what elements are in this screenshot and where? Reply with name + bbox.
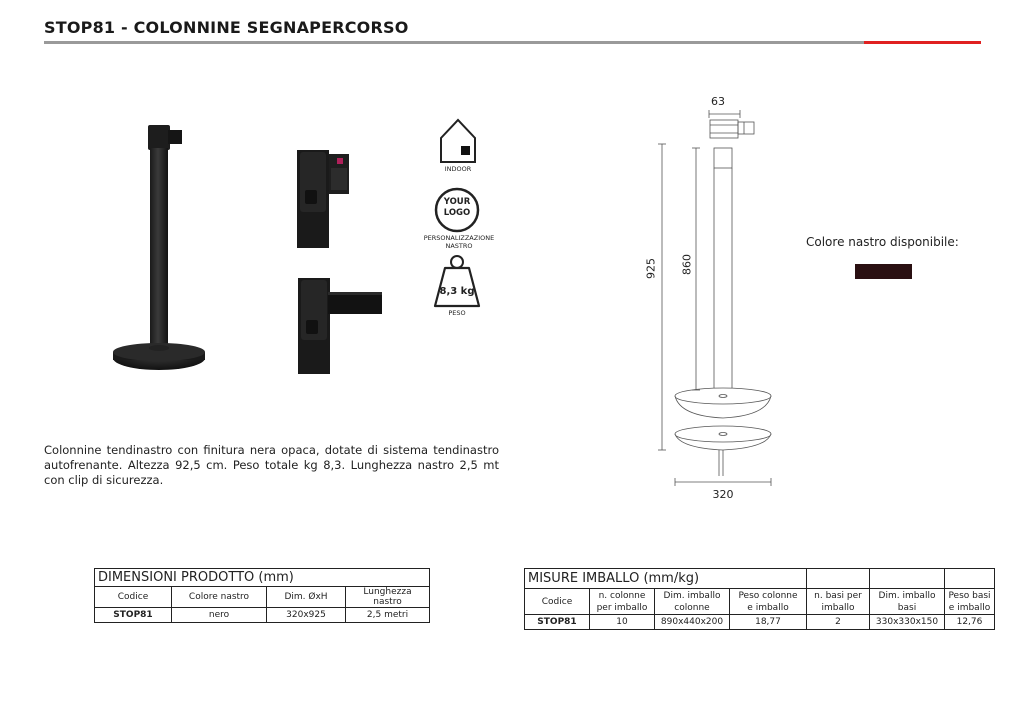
packaging-header-bases-weight-line2: e imballo (948, 602, 991, 613)
dim-total-height-label: 925 (644, 258, 658, 279)
logo-text (433, 197, 481, 219)
product-header-length: Lunghezza nastro (346, 587, 430, 608)
ribbon-color-label: Colore nastro disponibile: (806, 235, 959, 249)
packaging-header-bases-line1: n. basi per (814, 590, 862, 601)
product-cell-dim: 320x925 (267, 608, 346, 623)
packaging-cell-code: STOP81 (525, 615, 590, 630)
weight-icon (431, 252, 483, 310)
product-table-title: DIMENSIONI PRODOTTO (mm) (95, 569, 430, 587)
packaging-title-spacer-1 (807, 569, 870, 589)
packaging-header-bases-dim-line1: Dim. imballo (878, 590, 936, 601)
product-cell-color: nero (172, 608, 267, 623)
packaging-header-code-line1: Codice (541, 596, 573, 607)
packaging-header-columns (590, 589, 655, 615)
logo-caption-line2: NASTRO (445, 242, 473, 250)
product-description: Colonnine tendinastro con finitura nera opaca, dotate di sistema tendinastro autofrenante. Altezza 92,5 cm. Peso totale kg 8,3. Lunghezza nastro 2,5 mt con clip di sicurezza. (44, 443, 499, 487)
ribbon-color-swatch (855, 264, 912, 279)
indoor-caption: INDOOR (444, 165, 472, 173)
dim-base-label: 320 (712, 488, 734, 501)
packaging-cell-columns-dim: 890x440x200 (655, 615, 730, 630)
packaging-header-bases-weight (945, 589, 995, 615)
title-rule (44, 41, 864, 44)
logo-caption-line1: PERSONALIZZAZIONE (423, 234, 495, 242)
packaging-header-bases (807, 589, 870, 615)
product-dimensions-table (94, 568, 430, 623)
page-title: STOP81 - COLONNINE SEGNAPERCORSO (44, 18, 409, 37)
technical-drawing (640, 92, 780, 502)
table-row (95, 608, 430, 623)
packaging-header-columns-dim (655, 589, 730, 615)
packaging-title-spacer-2 (870, 569, 945, 589)
indoor-icon (439, 118, 477, 164)
dim-post-height-label: 860 (680, 254, 694, 275)
product-cell-length: 2,5 metri (346, 608, 430, 623)
detail-photo-ribbon (298, 278, 382, 374)
product-cell-code: STOP81 (95, 608, 172, 623)
packaging-header-bases-weight-line1: Peso basi (948, 590, 991, 601)
packaging-cell-columns: 10 (590, 615, 655, 630)
packaging-cell-columns-weight: 18,77 (730, 615, 807, 630)
packaging-header-columns-weight-line1: Peso colonne (738, 590, 798, 601)
logo-caption (418, 234, 500, 250)
dim-top-label: 63 (711, 95, 725, 108)
packaging-header-columns-line1: n. colonne (598, 590, 646, 601)
product-header-code: Codice (95, 587, 172, 608)
packaging-header-columns-dim-line2: colonne (674, 602, 710, 613)
table-row (525, 615, 995, 630)
packaging-header-bases-dim-line2: basi (897, 602, 917, 613)
packaging-header-code (525, 589, 590, 615)
weight-value: 8,3 kg (439, 286, 475, 297)
packaging-cell-bases-dim: 330x330x150 (870, 615, 945, 630)
packaging-title-spacer-3 (945, 569, 995, 589)
packaging-header-bases-dim (870, 589, 945, 615)
logo-text-line2: LOGO (443, 208, 471, 218)
product-header-color: Colore nastro (172, 587, 267, 608)
packaging-cell-bases: 2 (807, 615, 870, 630)
packaging-table-title: MISURE IMBALLO (mm/kg) (525, 569, 807, 589)
logo-text-line1: YOUR (443, 197, 471, 207)
packaging-header-columns-line2: per imballo (596, 602, 648, 613)
packaging-header-bases-line2: imballo (821, 602, 855, 613)
packaging-header-columns-weight (730, 589, 807, 615)
title-rule-accent (864, 41, 981, 44)
product-photo (90, 100, 235, 385)
packaging-cell-bases-weight: 12,76 (945, 615, 995, 630)
weight-caption: PESO (448, 309, 466, 317)
packaging-header-columns-weight-line2: e imballo (747, 602, 789, 613)
packaging-table (524, 568, 995, 630)
packaging-header-columns-dim-line1: Dim. imballo (663, 590, 721, 601)
detail-photo-head (297, 150, 352, 248)
product-header-dim: Dim. ØxH (267, 587, 346, 608)
